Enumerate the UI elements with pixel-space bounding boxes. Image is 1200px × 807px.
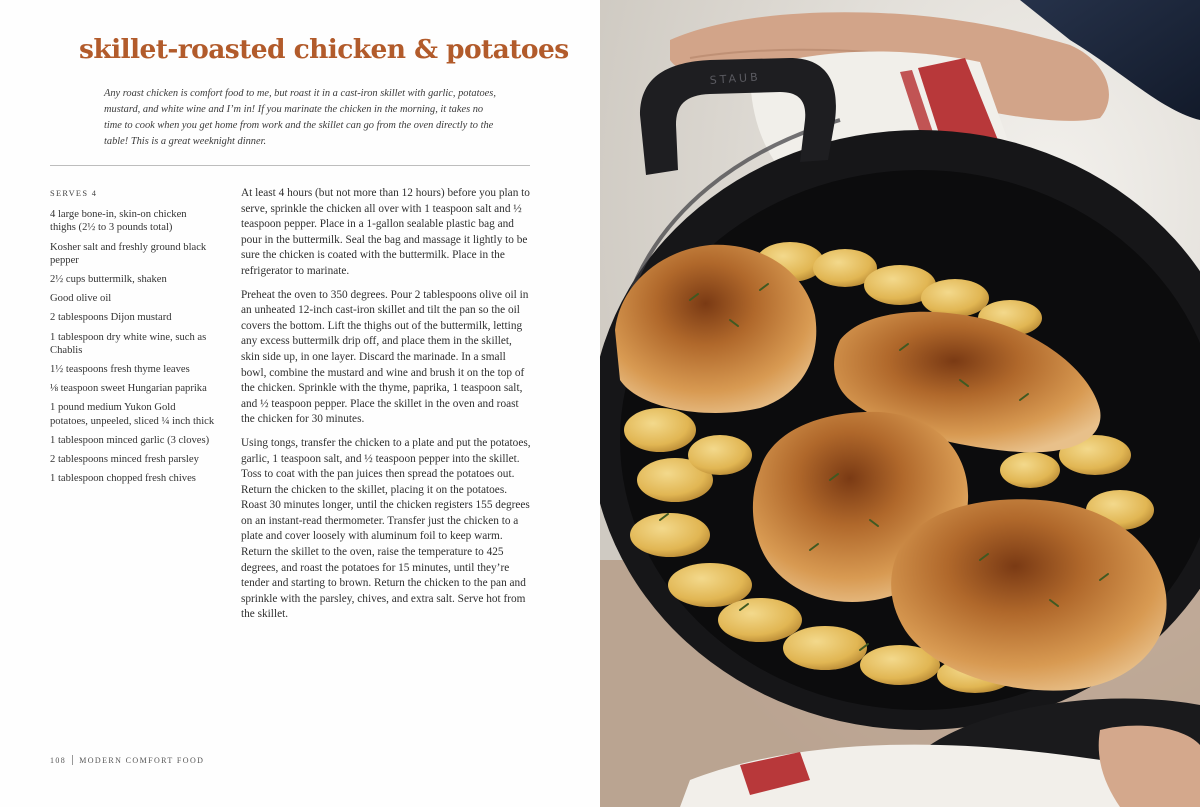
potato-slice — [688, 435, 752, 475]
pan-brand: STAUB — [709, 70, 762, 87]
skillet-illustration — [600, 0, 1200, 807]
divider-rule — [50, 165, 530, 166]
ingredient-item: 1 tablespoon chopped fresh chives — [50, 473, 196, 485]
ingredient-item: Good olive oil — [50, 293, 112, 305]
ingredient-item: ⅛ teaspoon sweet Hungarian paprika — [50, 383, 207, 395]
ingredient-item: 1 tablespoon minced garlic (3 cloves) — [50, 434, 210, 446]
ingredient-item: 1½ teaspoons fresh thyme leaves — [50, 364, 190, 376]
potato-slice — [668, 563, 752, 607]
method-step: Preheat the oven to 350 degrees. Pour 2 tablespoons olive oil in an unheated 12-inch cast-iron skillet and tilt the pan so the oil covers the bottom. Lift the thighs out of the buttermilk, letting any excess buttermilk drip off, and place them in the skillet, skin side up, in one layer. Discard the marinade. In a small bowl, combine the mustard and wine and brush it on the top of the chicken. Sprinkle with the thyme, paprika, 1 teaspoon salt, and ½ teaspoon pepper. Place the skillet in the oven and roast the chicken for 30 minutes. — [241, 288, 529, 426]
recipe-title: skillet-roasted chicken & potatoes — [79, 34, 569, 65]
serves-label: SERVES 4 — [50, 189, 98, 198]
ingredients-list — [50, 187, 215, 491]
book-title: MODERN COMFORT FOOD — [79, 756, 205, 765]
page-number: 108 — [50, 756, 67, 765]
potato-slice — [921, 279, 989, 317]
potato-slice — [1000, 452, 1060, 488]
ingredient-item: 2 tablespoons minced fresh parsley — [50, 454, 199, 466]
method-steps — [241, 186, 531, 631]
hand-bottom — [1099, 726, 1200, 807]
ingredient-item: 4 large bone-in, skin-on chicken thighs (2½ to 3 pounds total) — [50, 209, 187, 234]
recipe-intro: Any roast chicken is comfort food to me, but roast it in a cast-iron skillet with garlic, potatoes, mustard, and white wine and I’m in! If you marinate the chicken in the morning, it takes no time to cook when you get home from work and the skillet can go from the oven directly to the table! This is a great weeknight dinner. — [104, 88, 496, 148]
ingredient-item: 1 pound medium Yukon Gold potatoes, unpeeled, sliced ¼ inch thick — [50, 402, 215, 427]
ingredient-item: 2 tablespoons Dijon mustard — [50, 312, 172, 324]
page-footer — [50, 755, 204, 765]
method-step: Using tongs, transfer the chicken to a plate and put the potatoes, garlic, 1 teaspoon salt, and ½ teaspoon pepper into the skillet. Toss to coat with the pan juices then spread the potatoes out. Return the chicken to the skillet, placing it on the potatoes. Roast 30 minutes longer, until the chicken registers 155 degrees on an instant-read thermometer. Transfer just the chicken to a plate and cover loosely with aluminum foil to keep warm. Return the skillet to the oven, raise the temperature to 425 degrees, and roast the potatoes for 15 minutes, until they’re tender and starting to brown. Return the chicken to the pan and sprinkle with the parsley, chives, and extra salt. Serve hot from the skillet. — [241, 436, 531, 621]
potato-slice — [718, 598, 802, 642]
potato-slice — [624, 408, 696, 452]
footer-separator — [72, 755, 73, 765]
method-step: At least 4 hours (but not more than 12 hours) before you plan to serve, sprinkle the chicken all over with 1 teaspoon salt and ½ teaspoon pepper. Place in a 1-gallon sealable plastic bag and pour in the buttermilk. Seal the bag and massage it lightly to be sure the chicken is coated with the buttermilk. Place in the refrigerator to marinate. — [241, 187, 530, 277]
ingredient-item: 1 tablespoon dry white wine, such as Chablis — [50, 331, 207, 356]
recipe-photo — [600, 0, 1200, 807]
potato-slice — [630, 513, 710, 557]
ingredient-item: 2½ cups buttermilk, shaken — [50, 274, 167, 286]
ingredient-item: Kosher salt and freshly ground black pepper — [50, 241, 207, 266]
potato-slice — [783, 626, 867, 670]
